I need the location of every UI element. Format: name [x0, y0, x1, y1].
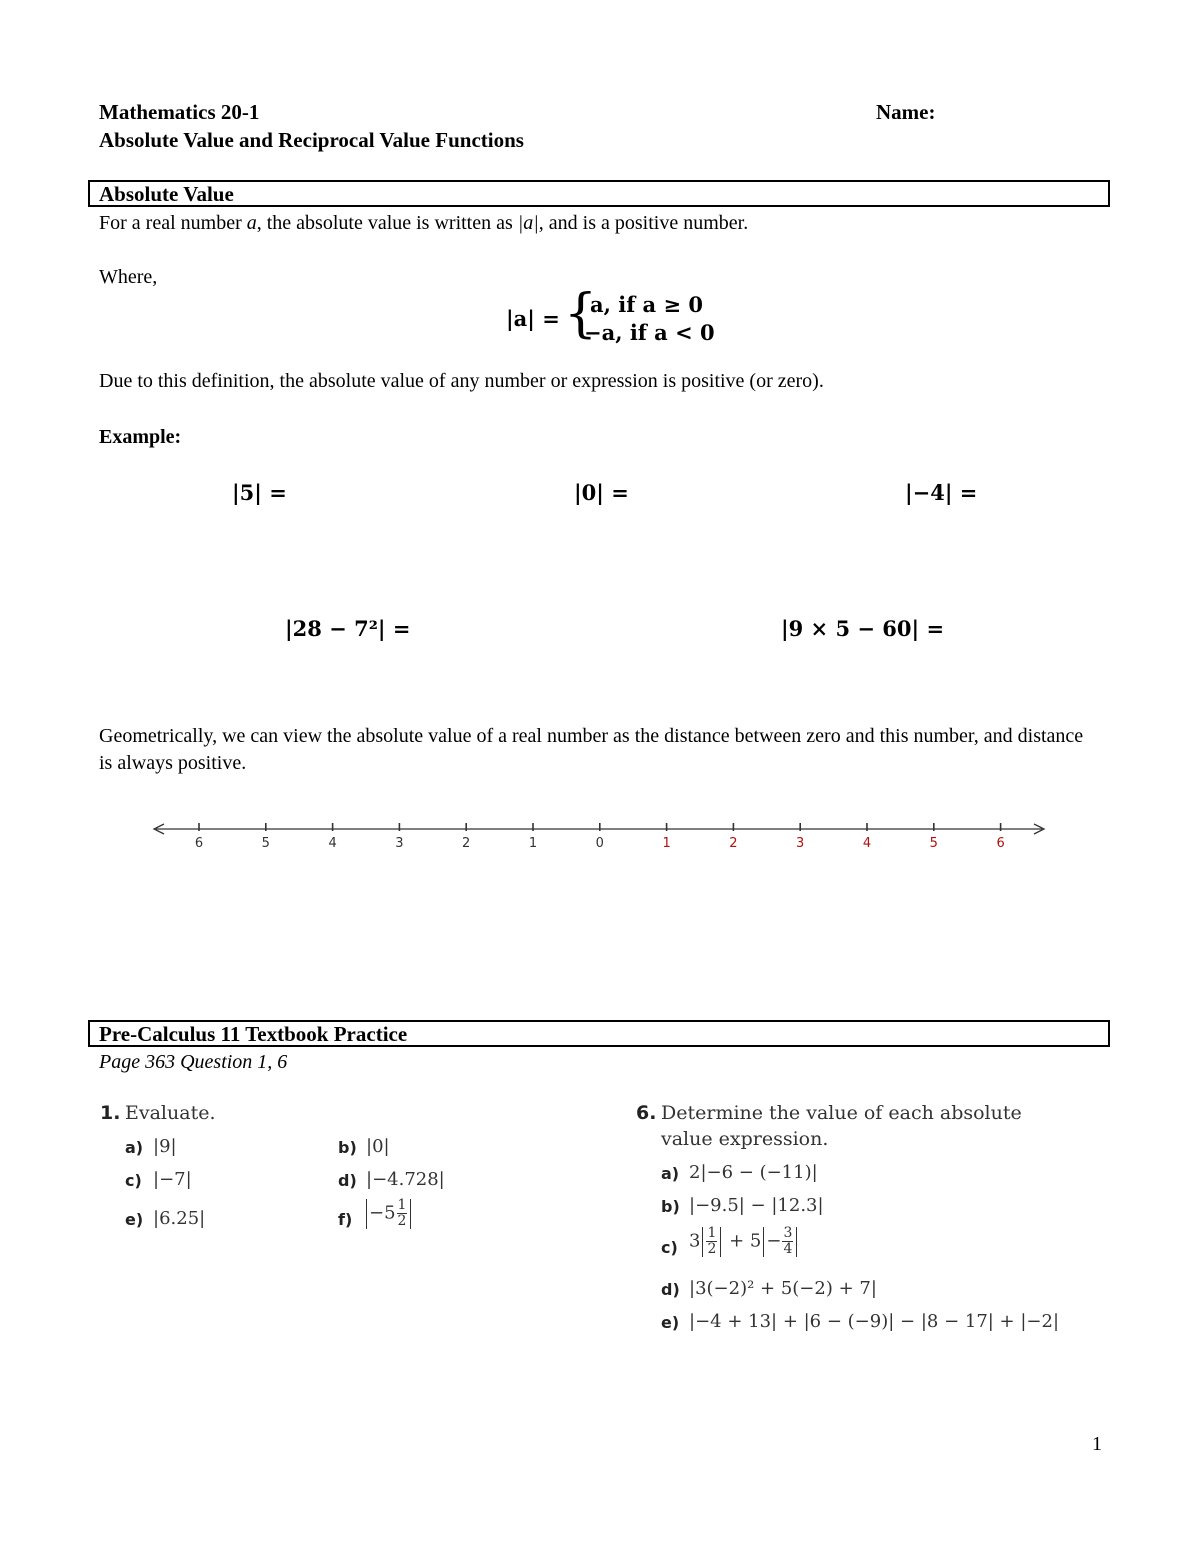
where-label: Where, — [99, 266, 158, 288]
q6-c-denominator-2: 4 — [783, 1241, 793, 1257]
q1-item-e-label: e) — [125, 1210, 144, 1229]
q6-item-b-expr: |−9.5| − |12.3| — [689, 1195, 824, 1216]
q6-c-fraction-2 — [782, 1226, 793, 1257]
example-2: |0| = — [574, 480, 629, 505]
number-line-label: 0 — [595, 836, 604, 851]
q1-item-f-expr — [364, 1198, 413, 1229]
number-line-label: 3 — [395, 836, 404, 851]
q1-item-d-label: d) — [338, 1171, 357, 1190]
q1-f-numerator: 1 — [397, 1197, 407, 1213]
example-label: Example: — [99, 426, 182, 448]
q6-c-minus: − — [766, 1230, 782, 1252]
example-4: |28 − 7²| = — [285, 616, 411, 641]
number-line-label: 6 — [194, 836, 204, 851]
question-6-prompt-line1: Determine the value of each absolute — [661, 1102, 1022, 1124]
number-line-label: 5 — [929, 836, 938, 851]
number-line-label: 5 — [261, 836, 270, 851]
worksheet-subtitle: Absolute Value and Reciprocal Value Functions — [99, 128, 524, 152]
q6-c-coef: 3 — [689, 1230, 701, 1252]
q6-c-denominator-1: 2 — [707, 1241, 717, 1257]
question-1-prompt: Evaluate. — [125, 1102, 216, 1124]
question-1-number: 1. — [100, 1102, 121, 1124]
example-3: |−4| = — [905, 480, 978, 505]
question-6 — [636, 1100, 1086, 1340]
intro-text-2: , the absolute value is written as — [256, 212, 518, 234]
q1-item-d-expr: |−4.728| — [366, 1169, 445, 1190]
q1-item-b-expr: |0| — [366, 1136, 390, 1157]
intro-text-1: For a real number — [99, 212, 247, 234]
q6-item-a-label: a) — [661, 1164, 680, 1183]
q6-c-middle: + 5 — [729, 1230, 762, 1252]
number-line-label: 4 — [862, 836, 872, 851]
brace-symbol: { — [564, 284, 598, 344]
q1-item-f-label: f) — [338, 1210, 353, 1229]
q1-item-a-label: a) — [125, 1138, 144, 1157]
page-number: 1 — [1092, 1433, 1102, 1455]
q6-c-numerator-2: 3 — [783, 1225, 793, 1241]
q6-item-c-expr — [689, 1226, 799, 1257]
intro-sentence — [99, 212, 748, 235]
q1-item-a-expr: |9| — [153, 1136, 177, 1157]
number-line-label: 1 — [528, 836, 538, 851]
question-1 — [100, 1100, 480, 1260]
q1-f-denominator: 2 — [397, 1213, 407, 1229]
geometric-explanation: Geometrically, we can view the absolute value of a real number as the distance between zero and this number, and distance is always positive. — [99, 725, 1084, 774]
question-6-number: 6. — [636, 1102, 657, 1124]
number-line — [150, 812, 1050, 862]
number-line-label: 2 — [462, 836, 471, 851]
number-line-label: 2 — [729, 836, 738, 851]
q1-item-c-expr: |−7| — [153, 1169, 192, 1190]
definition-lhs: |a| = — [506, 306, 560, 331]
abs-bar-left — [366, 1199, 367, 1229]
abs-bar-right — [410, 1199, 411, 1229]
example-1: |5| = — [232, 480, 287, 505]
q1-f-fraction — [397, 1198, 408, 1229]
q1-item-c-label: c) — [125, 1171, 142, 1190]
q6-c-numerator-1: 1 — [707, 1225, 717, 1241]
course-title: Mathematics 20-1 — [99, 100, 260, 124]
number-line-label: 6 — [996, 836, 1005, 851]
intro-abs-notation: |a| — [517, 212, 539, 234]
intro-text-3: , and is a positive number. — [538, 212, 749, 234]
page-reference: Page 363 Question 1, 6 — [99, 1051, 288, 1073]
q6-item-b-label: b) — [661, 1197, 680, 1216]
q6-item-a-expr: 2|−6 − (−11)| — [689, 1162, 818, 1183]
q1-item-b-label: b) — [338, 1138, 357, 1157]
q1-f-whole: −5 — [369, 1202, 396, 1224]
name-label: Name: — [876, 100, 936, 124]
abs-bar-right — [796, 1227, 797, 1257]
section-practice-heading: Pre-Calculus 11 Textbook Practice — [88, 1020, 1110, 1047]
definition-case-2: −a, if a < 0 — [584, 320, 715, 345]
definition-note: Due to this definition, the absolute value of any number or expression is positive (or zero). — [99, 370, 824, 392]
section-absolute-value-heading: Absolute Value — [88, 180, 1110, 207]
question-6-prompt-line2: value expression. — [661, 1128, 829, 1150]
abs-bar-left — [702, 1227, 703, 1257]
definition-case-1: a, if a ≥ 0 — [590, 292, 703, 317]
number-line-label: 1 — [662, 836, 671, 851]
q1-item-e-expr: |6.25| — [153, 1208, 206, 1229]
abs-bar-left — [763, 1227, 764, 1257]
number-line-label: 4 — [328, 836, 337, 851]
abs-bar-right — [720, 1227, 721, 1257]
q6-item-d-expr: |3(−2)² + 5(−2) + 7| — [689, 1278, 877, 1299]
number-line-label: 3 — [796, 836, 805, 851]
q6-item-e-expr: |−4 + 13| + |6 − (−9)| − |8 − 17| + |−2| — [689, 1311, 1060, 1332]
q6-item-e-label: e) — [661, 1313, 680, 1332]
q6-item-d-label: d) — [661, 1280, 680, 1299]
example-5: |9 × 5 − 60| = — [781, 616, 945, 641]
number-line-graphic — [150, 812, 1050, 862]
q6-c-fraction-1 — [706, 1226, 717, 1257]
q6-item-c-label: c) — [661, 1238, 678, 1257]
intro-variable: a — [246, 212, 257, 234]
